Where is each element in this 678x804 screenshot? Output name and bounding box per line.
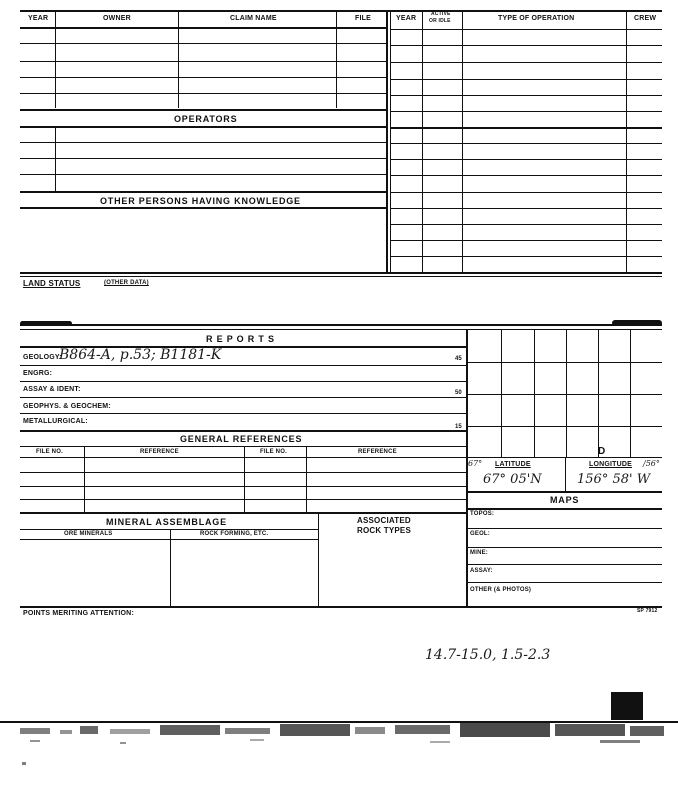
black-square xyxy=(611,692,643,720)
geology-label: GEOLOGY: xyxy=(23,354,62,361)
reports-title: R E P O R T S xyxy=(206,334,275,344)
form-number: SP 7912 xyxy=(637,608,658,614)
header-owner: OWNER xyxy=(103,15,131,22)
header-claim-name: CLAIM NAME xyxy=(230,15,277,22)
maps-geol-label: GEOL: xyxy=(470,531,490,537)
header-year: YEAR xyxy=(28,15,49,22)
associated-rock-types-line2: ROCK TYPES xyxy=(357,526,412,535)
gr-header-reference-1: REFERENCE xyxy=(140,449,179,455)
metallurgical-label: METALLURGICAL: xyxy=(23,418,88,425)
maps-assay-label: ASSAY: xyxy=(470,568,493,574)
longitude-suffix: /56° xyxy=(643,459,660,468)
row-number-15: 15 xyxy=(455,424,462,430)
latitude-prefix: 67° xyxy=(468,459,483,468)
header-type-of-operation: TYPE OF OPERATION xyxy=(498,15,575,22)
maps-other-label: OTHER (& PHOTOS) xyxy=(470,587,532,593)
header-crew: CREW xyxy=(634,15,657,22)
gr-header-file-no-1: FILE NO. xyxy=(36,449,63,455)
other-persons-title: OTHER PERSONS HAVING KNOWLEDGE xyxy=(100,196,301,206)
longitude-label: LONGITUDE xyxy=(589,461,633,468)
gr-header-reference-2: REFERENCE xyxy=(358,449,397,455)
scan-noise-graphic xyxy=(0,720,678,780)
row-number-45: 45 xyxy=(455,356,462,362)
header-file: FILE xyxy=(355,15,371,22)
grid-mark: D xyxy=(598,446,606,457)
land-status-label: LAND STATUS xyxy=(23,279,81,288)
maps-mine-label: MINE: xyxy=(470,550,488,556)
ore-minerals-header: ORE MINERALS xyxy=(64,531,113,537)
geology-value: B864-A, p.53; B1181-K xyxy=(59,347,222,363)
latitude-value: 67° 05'N xyxy=(483,472,542,487)
points-meriting-attention-label: POINTS MERITING ATTENTION: xyxy=(23,610,134,617)
land-status-sublabel: (OTHER DATA) xyxy=(104,280,149,286)
header-active-line1: ACTIVE xyxy=(431,11,451,17)
general-references-title: GENERAL REFERENCES xyxy=(180,434,303,444)
longitude-value: 156° 58' W xyxy=(577,472,651,487)
header-active-line2: OR IDLE xyxy=(429,18,451,24)
operators-title: OPERATORS xyxy=(174,114,238,124)
geophys-geochem-label: GEOPHYS. & GEOCHEM: xyxy=(23,403,111,410)
row-number-50: 50 xyxy=(455,390,462,396)
associated-rock-types-line1: ASSOCIATED xyxy=(357,516,411,525)
handwritten-note: 14.7-15.0, 1.5-2.3 xyxy=(425,647,551,663)
mineral-assemblage-title: MINERAL ASSEMBLAGE xyxy=(106,517,227,527)
maps-topos-label: TOPOS: xyxy=(470,511,495,517)
engrg-label: ENGRG: xyxy=(23,370,53,377)
gr-header-file-no-2: FILE NO. xyxy=(260,449,287,455)
maps-title: MAPS xyxy=(550,495,580,505)
header-year-right: YEAR xyxy=(396,15,417,22)
rock-forming-header: ROCK FORMING, ETC. xyxy=(200,531,269,537)
latitude-label: LATITUDE xyxy=(495,461,531,468)
assay-ident-label: ASSAY & IDENT: xyxy=(23,386,81,393)
